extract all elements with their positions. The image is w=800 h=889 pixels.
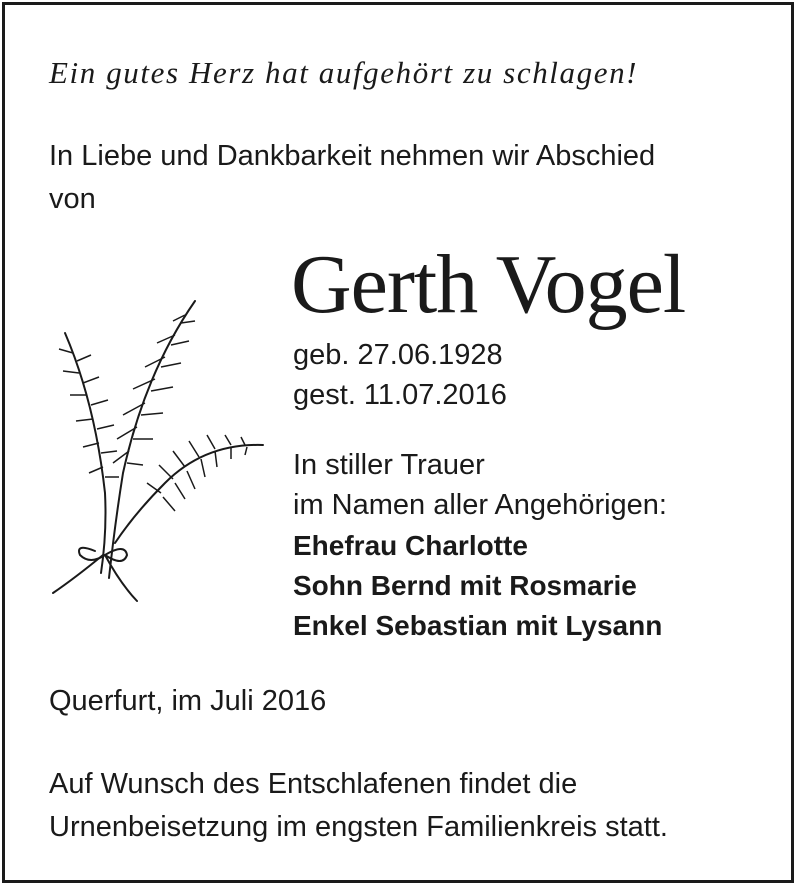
family-member: Enkel Sebastian mit Lysann — [293, 610, 663, 641]
birth-date: geb. 27.06.1928 — [293, 339, 503, 371]
deceased-name: Gerth Vogel — [291, 238, 686, 331]
intro-text — [49, 135, 779, 221]
mourning-line: In stiller Trauer — [293, 449, 485, 481]
family-list — [293, 526, 662, 646]
life-dates — [293, 335, 507, 415]
place-date: Querfurt, im Juli 2016 — [49, 685, 327, 717]
motto: Ein gutes Herz hat aufgehört zu schlagen! — [49, 55, 639, 90]
closing-note — [49, 763, 668, 849]
fern-bouquet-icon — [35, 293, 275, 613]
mourning-text — [293, 445, 667, 525]
family-member: Ehefrau Charlotte — [293, 530, 528, 561]
mourning-line: im Namen aller Angehörigen: — [293, 489, 667, 521]
closing-line: Auf Wunsch des Entschlafenen findet die — [49, 768, 578, 800]
closing-line: Urnenbeisetzung im engsten Familienkreis statt. — [49, 811, 668, 843]
intro-line: von — [49, 183, 96, 215]
death-date: gest. 11.07.2016 — [293, 379, 507, 411]
family-member: Sohn Bernd mit Rosmarie — [293, 570, 637, 601]
obituary-frame — [2, 2, 794, 883]
intro-line: In Liebe und Dankbarkeit nehmen wir Abschied — [49, 140, 656, 172]
